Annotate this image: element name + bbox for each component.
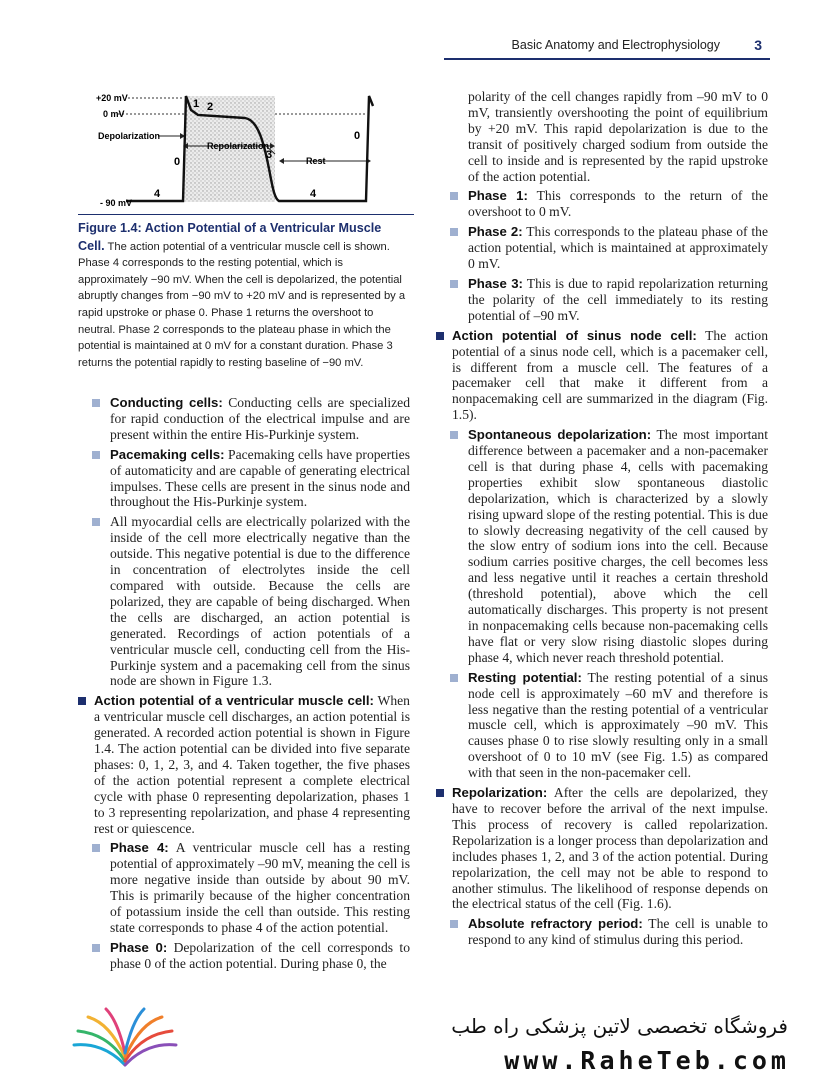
list-item — [78, 693, 410, 836]
label-phase1: 1 — [193, 98, 200, 110]
item-text: This corresponds to the plateau phase of the action potential, which is maintained at approximately 0 mV. — [468, 224, 768, 272]
square-bullet-icon — [92, 844, 100, 852]
list-item — [436, 916, 768, 948]
item-text: Pacemaking cells have properties of automaticity and are capable of generating electrical impulses. These cells are present in the sinus node and throughout the His-Purkinje system. — [110, 446, 410, 510]
label-phase3: 3 — [266, 149, 273, 161]
list-item — [436, 785, 768, 912]
list-item — [436, 670, 768, 781]
continued-paragraph — [436, 89, 768, 184]
item-heading: Phase 4: — [110, 840, 169, 856]
label-0mv: 0 mV — [103, 109, 125, 119]
item-heading: Repolarization: — [452, 785, 548, 801]
item-text: All myocardial cells are electrically polarized with the inside of the cell more electrically negative than the outside. This negative potential is due to the difference in concentration of electrolytes inside the cell compared with outside. Because the cells are polarized, they are capable of being discharged. When the cells are discharged, an action potential is generated. Recordings of action potentials of a ventricular muscle cell, conducting cell from the His-Purkinje system and a pacemaking cell from the sinus node are shown in Figure 1.3. — [110, 514, 410, 689]
running-header-title: Basic Anatomy and Electrophysiology — [511, 38, 720, 52]
square-bullet-icon — [450, 431, 458, 439]
item-text: The action potential of a sinus node cell, which is a pacemaker cell, is different from a muscle cell. The features of a pacemaker cell that make it different from a nonpacemaking cell are summarized in the diagram (Fig. 1.5). — [452, 327, 768, 423]
label-phase4-first: 4 — [154, 188, 161, 200]
label-depolarization: Depolarization — [98, 131, 161, 141]
item-heading: Action potential of a ventricular muscle cell: — [94, 693, 374, 709]
item-heading: Phase 0: — [110, 939, 168, 955]
square-bullet-icon — [92, 451, 100, 459]
figure-caption — [78, 220, 408, 371]
list-item — [78, 395, 410, 443]
item-heading: Pacemaking cells: — [110, 446, 225, 462]
label-phase4-second: 4 — [310, 188, 317, 200]
label-phase0-first: 0 — [174, 156, 181, 168]
list-item — [78, 840, 410, 935]
item-heading: Phase 2: — [468, 224, 523, 240]
figure-caption-body: The action potential of a ventricular muscle cell is shown. Phase 4 corresponds to the resting potential, which is approximately −90 mV. When the cell is depolarized, the potential abruptly changes from −90 mV to +20 mV and is represented by a rapid upstroke or phase 0. Phase 1 returns the overshoot to neutral. Phase 2 corresponds to the plateau phase in which the potential is maintained at 0 mV for a constant duration. Phase 3 returns the potential rapidly to resting baseline of −90 mV. — [78, 240, 406, 369]
label-plus20: +20 mV — [96, 93, 128, 103]
list-item — [78, 940, 410, 972]
label-rest: Rest — [306, 156, 326, 166]
square-bullet-icon — [450, 674, 458, 682]
square-bullet-icon — [436, 332, 444, 340]
action-potential-figure — [70, 86, 415, 216]
item-heading: Action potential of sinus node cell: — [452, 327, 697, 343]
item-text: After the cells are depolarized, they have to recover before the arrival of the next impulse. This process of recovery is called repolarization. Repolarization is a longer process than depolarization and includes phases 1, 2, and 3 of the action potential. During repolarization, the cell may not be able to respond to another stimulus. The likelihood of response depends on the electrical status of the cell (Fig. 1.6). — [452, 785, 768, 912]
square-bullet-icon — [450, 280, 458, 288]
book-logo-icon — [70, 1005, 180, 1073]
square-bullet-icon — [78, 697, 86, 705]
footer-url: www.RaheTeb.com — [504, 1046, 790, 1075]
footer-persian-text: فروشگاه تخصصی لاتین پزشکی راه طب — [451, 1014, 788, 1038]
item-heading: Phase 1: — [468, 188, 528, 204]
square-bullet-icon — [92, 399, 100, 407]
label-repolarization: Repolarization — [207, 141, 270, 151]
item-text: Depolarization of the cell corresponds to phase 0 of the action potential. During phase 0, the — [110, 939, 410, 971]
square-bullet-icon — [450, 228, 458, 236]
page-number: 3 — [754, 37, 762, 53]
list-item — [436, 224, 768, 272]
item-text: The cell is unable to respond to any kind of stimulus during this period. — [468, 916, 768, 948]
item-heading: Conducting cells: — [110, 395, 223, 410]
item-text: Conducting cells are specialized for rapid conduction of the electrical impulse and are present within the entire His-Purkinje system. — [110, 395, 411, 442]
list-item — [436, 188, 768, 220]
label-minus90: - 90 mV — [100, 198, 133, 208]
header-rule — [444, 58, 770, 60]
item-text: A ventricular muscle cell has a resting potential of approximately –90 mV, meaning the cell is more negative inside than outside by about 90 mV. This is primarily because of the higher concentration of potassium inside the cell than outside. This resting state corresponds to phase 4 of the action potential. — [110, 840, 410, 935]
list-item — [78, 514, 410, 689]
list-item — [78, 447, 410, 511]
label-phase2: 2 — [207, 101, 214, 113]
list-item — [436, 276, 768, 324]
item-text: When a ventricular muscle cell discharges, an action potential is generated. A recorded action potential is shown in Figure 1.4. The action potential can be divided into five separate phases: 0, 1, 2, 3, and 4. Taken together, the five phases of the action potential represent a complete electrical cycle with phase 0 representing depolarization, phases 1 to 3 representing repolarization, and phase 4 representing rest or quiescence. — [94, 693, 410, 836]
figure-rule — [78, 214, 414, 215]
square-bullet-icon — [436, 789, 444, 797]
list-item — [436, 427, 768, 666]
item-text: This corresponds to the return of the overshoot to 0 mV. — [468, 188, 768, 220]
list-item — [436, 328, 768, 423]
square-bullet-icon — [92, 518, 100, 526]
item-heading: Resting potential: — [468, 669, 582, 685]
right-column — [436, 89, 768, 952]
label-phase0-second: 0 — [354, 130, 361, 142]
item-heading: Phase 3: — [468, 275, 523, 291]
square-bullet-icon — [450, 920, 458, 928]
square-bullet-icon — [92, 944, 100, 952]
item-text: This is due to rapid repolarization returning the polarity of the cell immediately to its resting potential of –90 mV. — [468, 275, 768, 323]
item-text: The most important difference between a pacemaker and a non-pacemaker cell is that during phase 4, cells with pacemaking properties exhibit slow spontaneous diastolic depolarization, which is characterized by a slowly rising upward slope of the resting potential. This is due to slowly decreasing negativity of the cell caused by the slow entry of sodium ions into the cell. Because sodium carries positive charges, the cell becomes less and less negative until it reaches a certain threshold (threshold potential), above which the cell automatically discharges. This property is not present in nonpacemaking cells because non-pacemaking cells have flat or very slow rising diastolic slopes during phase 4, which never reach threshold potential. — [468, 427, 768, 665]
left-column — [78, 395, 410, 976]
figure-caption-title: Figure 1.4: Action Potential of a Ventricular Muscle Cell. — [78, 221, 382, 253]
square-bullet-icon — [450, 192, 458, 200]
item-heading: Absolute refractory period: — [468, 916, 643, 932]
continued-paragraph-text: polarity of the cell changes rapidly from –90 mV to 0 mV, transiently overshooting the point of equilibrium by +20 mV. This rapid depolarization is due to the transit of positively charged sodium from outside the cell to inside and is represented by the rapid upstroke of the action potential. — [468, 89, 768, 184]
item-text: The resting potential of a sinus node cell is approximately –60 mV and therefore is less negative than the resting potential of a ventricular muscle cell, which is approximately –90 mV. This causes phase 0 to rise slowly resulting only in a small overshoot of 0 to 10 mV (see Fig. 1.5) as compared with that seen in the non-pacemaker cell. — [468, 669, 768, 781]
item-heading: Spontaneous depolarization: — [468, 427, 652, 443]
